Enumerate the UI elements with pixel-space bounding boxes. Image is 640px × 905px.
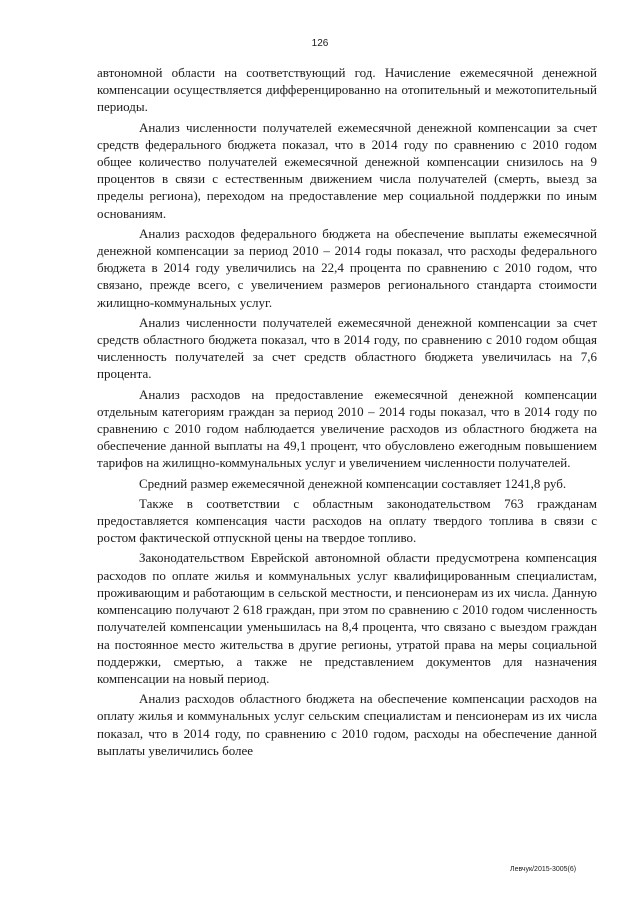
paragraph: Анализ численности получателей ежемесячной денежной компенсации за счет средств федерального бюджета показал, что в 2014 году по сравнению с 2010 годом общее количество получателей ежемесячной денежной компенсации снизилось на 9 процентов в связи с естественным движением числа получателей (смерть, выезд за пределы региона), переходом на предоставление мер социальной поддержки по иным основаниям.: [97, 119, 597, 221]
paragraph: Также в соответствии с областным законодательством 763 гражданам предоставляется компенсация части расходов на оплату твердого топлива в связи с ростом фактической отпускной цены на твердое топливо.: [97, 495, 597, 546]
paragraph: автономной области на соответствующий год. Начисление ежемесячной денежной компенсации осуществляется дифференцированно на отопительный и межотопительный периоды.: [97, 65, 597, 115]
paragraph: Анализ численности получателей ежемесячной денежной компенсации за счет средств областного бюджета показал, что в 2014 году, по сравнению с 2010 годом общая численность получателей за счет средств областного бюджета увеличилась на 7,6 процента.: [97, 314, 597, 382]
document-body: [97, 64, 597, 762]
page-number: 126: [311, 38, 329, 49]
paragraph: Анализ расходов федерального бюджета на обеспечение выплаты ежемесячной денежной компенсации за период 2010 – 2014 годы показал, что расходы федерального бюджета в 2014 году увеличились на 22,4 процента по сравнению с 2010 годом, что связано, прежде всего, с увеличением размеров регионального стандарта стоимости жилищно-коммунальных услуг.: [97, 225, 597, 310]
paragraph: Законодательством Еврейской автономной области предусмотрена компенсация расходов по оплате жилья и коммунальных услуг квалифицированным специалистам, проживающим и работающим в сельской местности, и пенсионерам из их числа. Данную компенсацию получают 2 618 граждан, при этом по сравнению с 2010 годом численность получателей компенсации уменьшилась на 8,4 процента, что связано с выездом граждан на постоянное место жительства в другие регионы, утратой права на меры социальной поддержки, смертью, а также не представлением документов для назначения компенсации на новый период.: [97, 550, 597, 686]
footer-code: Левчук/2015-3005(6): [510, 866, 577, 873]
paragraph: Средний размер ежемесячной денежной компенсации составляет 1241,8 руб.: [139, 475, 567, 491]
paragraph: Анализ расходов на предоставление ежемесячной денежной компенсации отдельным категориям граждан за период 2010 – 2014 годы показал, что в 2014 году по сравнению с 2010 годом наблюдается увеличение расходов из областного бюджета на обеспечение данной выплаты на 49,1 процент, что обусловлено ежегодным повышением тарифов на жилищно-коммунальных услуг и увеличением численности получателей.: [97, 386, 597, 471]
paragraph: Анализ расходов областного бюджета на обеспечение компенсации расходов на оплату жилья и коммунальных услуг сельским специалистам и пенсионерам из их числа показал, что в 2014 году, по сравнению с 2010 годом, расходы на обеспечение данной выплаты увеличились более: [97, 691, 597, 758]
